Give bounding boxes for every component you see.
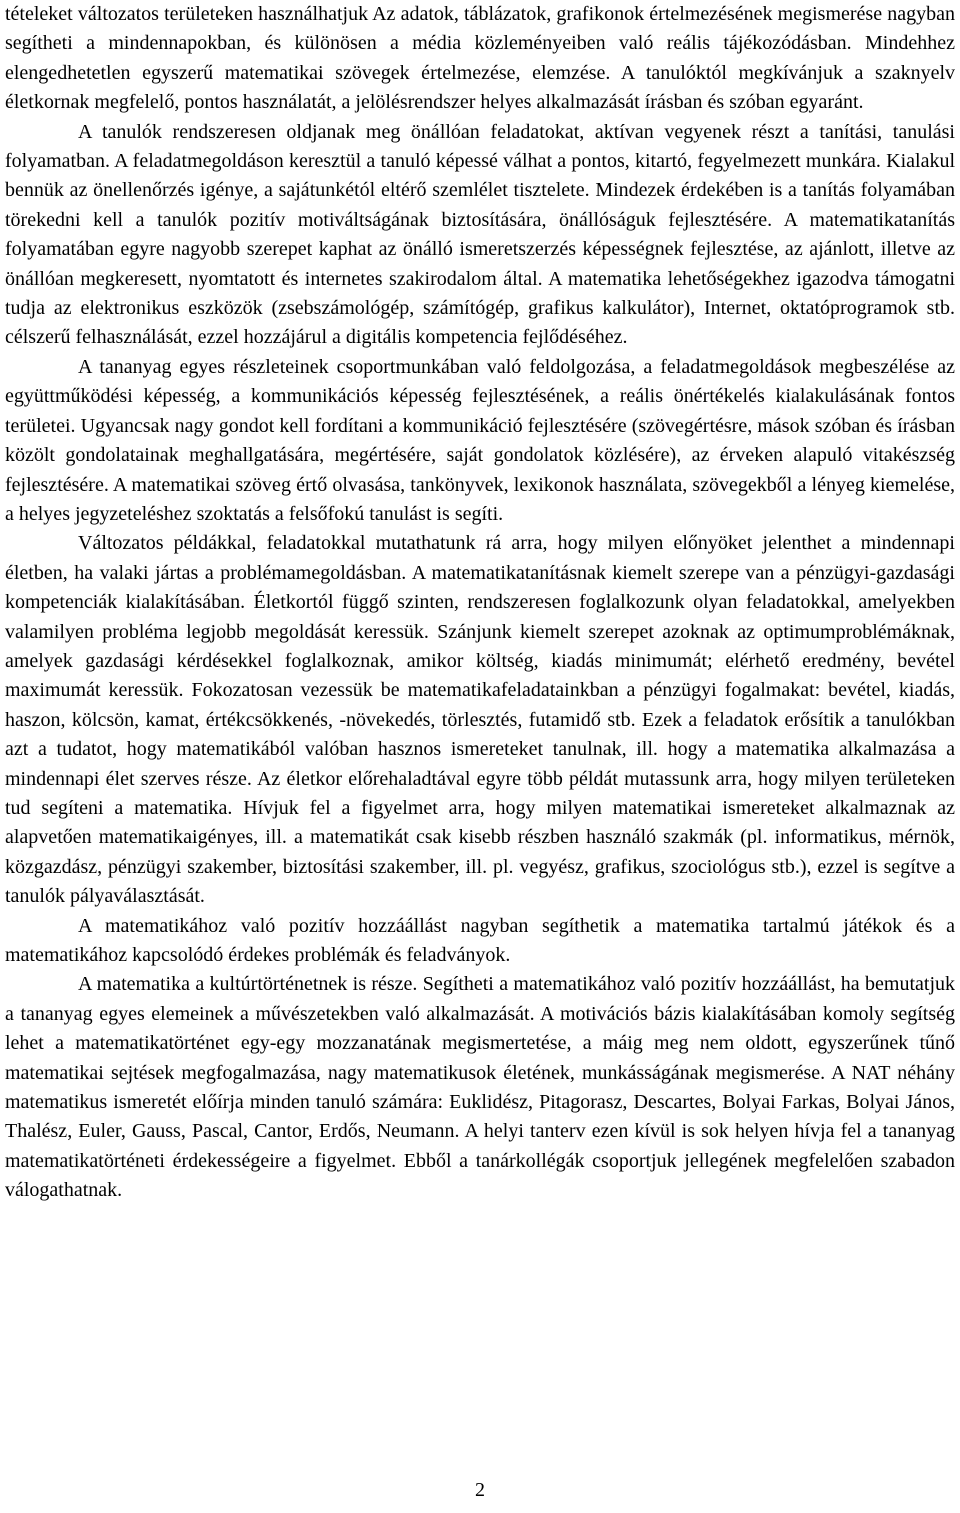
paragraph-financial-competence: Változatos példákkal, feladatokkal mutathatunk rá arra, hogy milyen előnyöket jelenthet a mindennapi életben, ha valaki jártas a problémamegoldásban. A matematikatanításnak kiemelt szerepe van a pénzügyi-gazdasági kompetenciák kialakításában. Életkortól függő szinten, rendszeresen foglalkozunk olyan feladatokkal, amelyekben valamilyen probléma legjobb megoldását keressük. Szánjunk kiemelt szerepet azoknak az optimumproblémáknak, amelyek gazdasági kérdésekkel foglalkoznak, amikor költség, kiadás minimumát; elérhető eredmény, bevétel maximumát keressük. Fokozatosan vezessük be matematikafeladatainkban a pénzügyi fogalmakat: bevétel, kiadás, haszon, kölcsön, kamat, értékcsökkenés, -növekedés, törlesztés, futamidő stb. Ezek a feladatok erősítik a tanulókban azt a tudatot, hogy matematikából valóban hasznos ismereteket tanulnak, ill. hogy a matematika alkalmazása a mindennapi élet szerves része. Az életkor előrehaladtával egyre több példát mutassunk arra, hogy milyen területeken tud segíteni a matematika. Hívjuk fel a figyelmet arra, hogy milyen matematikai ismereteket alkalmaznak az alapvetően matematikaigényes, ill. a matematikát csak kisebb részben használó szakmák (pl. informatikus, mérnök, közgazdász, pénzügyi szakember, biztosítási szakember, ill. pl. vegyész, grafikus, szociológus stb.), ezzel is segítve a tanulók pályaválasztását. <box>5 532 955 908</box>
page-number: 2 <box>475 1479 485 1501</box>
paragraph-intro-continued: tételeket változatos területeken használhatjuk Az adatok, táblázatok, grafikonok értelmezésének megismerése nagyban segítheti a mindennapokban, és különösen a média közleményeiben való reális tájékozódásban. Mindehhez elengedhetetlen egyszerű matematikai szövegek értelmezése, elemzése. A tanulóktól megkívánjuk a szaknyelv életkornak megfelelő, pontos használatát, a jelölésrendszer helyes alkalmazását írásban és szóban egyaránt. <box>5 3 955 114</box>
document-body <box>5 0 955 1206</box>
paragraph-student-independence: A tanulók rendszeresen oldjanak meg önállóan feladatokat, aktívan vegyenek részt a tanítási, tanulási folyamatban. A feladatmegoldáson keresztül a tanuló képessé válhat a pontos, kitartó, fegyelmezett munkára. Kialakul bennük az önellenőrzés igénye, a sajátunkétól eltérő szemlélet tisztelete. Mindezek érdekében is a tanítás folyamában törekedni kell a tanulók pozitív motiváltságának biztosítására, önállóságuk fejlesztésére. A matematikatanítás folyamatában egyre nagyobb szerepet kaphat az önálló ismeretszerzés képességnek fejlesztése, az ajánlott, illetve az önállóan megkeresett, nyomtatott és internetes szakirodalom által. A matematika lehetőségekhez igazodva támogatni tudja az elektronikus eszközök (zsebszámológép, számítógép, grafikus kalkulátor), Internet, oktatóprogramok stb. célszerű felhasználását, ezzel hozzájárul a digitális kompetencia fejlődéséhez. <box>5 120 955 349</box>
paragraph-math-games: A matematikához való pozitív hozzáállást nagyban segíthetik a matematika tartalmú játékok és a matematikához kapcsolódó érdekes problémák és feladványok. <box>5 914 955 966</box>
paragraph-group-work: A tananyag egyes részleteinek csoportmunkában való feldolgozása, a feladatmegoldások megbeszélése az együttműködési képesség, a kommunikációs képesség fejlesztésének, a reális önértékelés kialakulásának fontos területei. Ugyancsak nagy gondot kell fordítani a kommunikáció fejlesztésére (szövegértésre, mások szóban és írásban közölt gondolatainak meghallgatására, megértésére, saját gondolatok közlésére), az érveken alapuló vitakészség fejlesztésére. A matematikai szöveg értő olvasása, tankönyvek, lexikonok használata, szövegekből a lényeg kiemelése, a helyes jegyzeteléshez szoktatás a felsőfokú tanulást is segíti. <box>5 355 955 525</box>
paragraph-math-history: A matematika a kultúrtörténetnek is része. Segítheti a matematikához való pozitív hozzáállást, ha bemutatjuk a tananyag egyes elemeinek a művészetekben való alkalmazását. A motivációs bázis kialakításában komoly segítség lehet a matematikatörténet egy-egy mozzanatának megismertetése, a máig meg nem oldott, egyszerűnek tűnő matematikai sejtések megfogalmazása, nagy matematikusok életének, munkásságának megismerése. A NAT néhány matematikus ismeretét előírja minden tanuló számára: Euklidész, Pitagorasz, Descartes, Bolyai Farkas, Bolyai János, Thalész, Euler, Gauss, Pascal, Cantor, Erdős, Neumann. A helyi tanterv ezen kívül is sok helyen hívja fel a tananyag matematikatörténeti érdekességeire a figyelmet. Ebből a tanárkollégák csoportjuk jellegének megfelelően szabadon válogathatnak. <box>5 973 955 1202</box>
